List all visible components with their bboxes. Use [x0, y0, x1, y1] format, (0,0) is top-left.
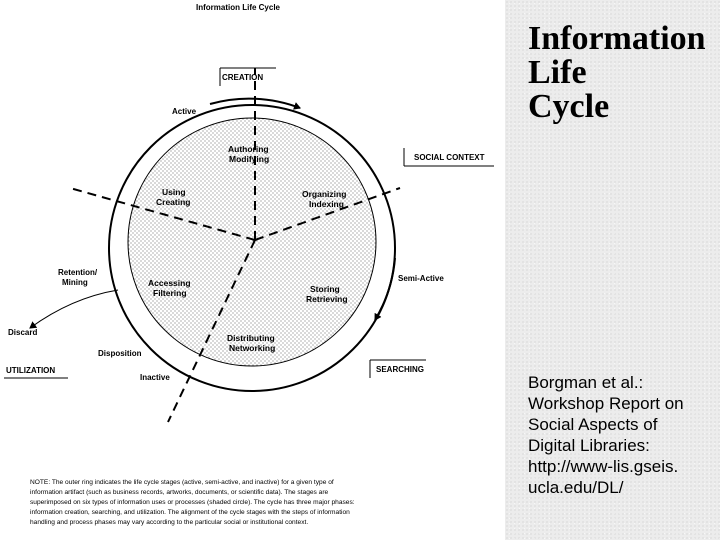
process-accessing: Accessing Filtering [148, 278, 191, 298]
stage-semi-active-label: Semi-Active [398, 274, 444, 283]
discard-arrow [30, 290, 118, 328]
phase-creation-label: CREATION [222, 73, 264, 82]
process-organizing: Organizing Indexing [302, 189, 347, 209]
stage-inactive-label: Inactive [140, 373, 170, 382]
process-distributing: Distributing Networking [227, 333, 276, 353]
slide-sidebar [505, 0, 720, 540]
phase-searching-label: SEARCHING [376, 365, 425, 374]
citation-text: Borgman et al.: Workshop Report on Social Aspects of Digital Libraries: http://www-lis.gseis. ucla.edu/DL/ [528, 373, 684, 497]
phase-utilization [4, 366, 68, 378]
diagram-note: NOTE: The outer ring indicates the life cycle stages (active, semi-active, and inactive) for a given type of information artifact (such as business records, artworks, documents, or scientific data). The stages are superimposed on six types of information uses or processes (shaded circle). The cycle has three major phases: information creation, searching, and utilization. The alignment of the cycle stages with the steps of information handling and process phases may vary according to the particular social or institutional context. [30, 479, 355, 526]
stage-discard-label: Discard [8, 328, 38, 337]
phase-searching [370, 360, 426, 378]
slide-title: Information Life Cycle [528, 20, 706, 125]
process-storing: Storing Retrieving [306, 284, 348, 304]
process-using: Using Creating [156, 187, 191, 207]
diagram-title: Information Life Cycle [195, 3, 281, 12]
phase-utilization-label: UTILIZATION [6, 366, 56, 375]
stage-disposition-label: Disposition [98, 349, 142, 358]
stage-active-label: Active [172, 107, 197, 116]
phase-social-context [404, 148, 494, 166]
semi-active-arrow [375, 258, 395, 320]
stage-retention-label: Retention/ Mining [58, 268, 98, 287]
phase-social-context-label: SOCIAL CONTEXT [414, 153, 485, 162]
phase-creation [220, 68, 276, 86]
process-authoring: Authoring Modifying [228, 144, 270, 164]
